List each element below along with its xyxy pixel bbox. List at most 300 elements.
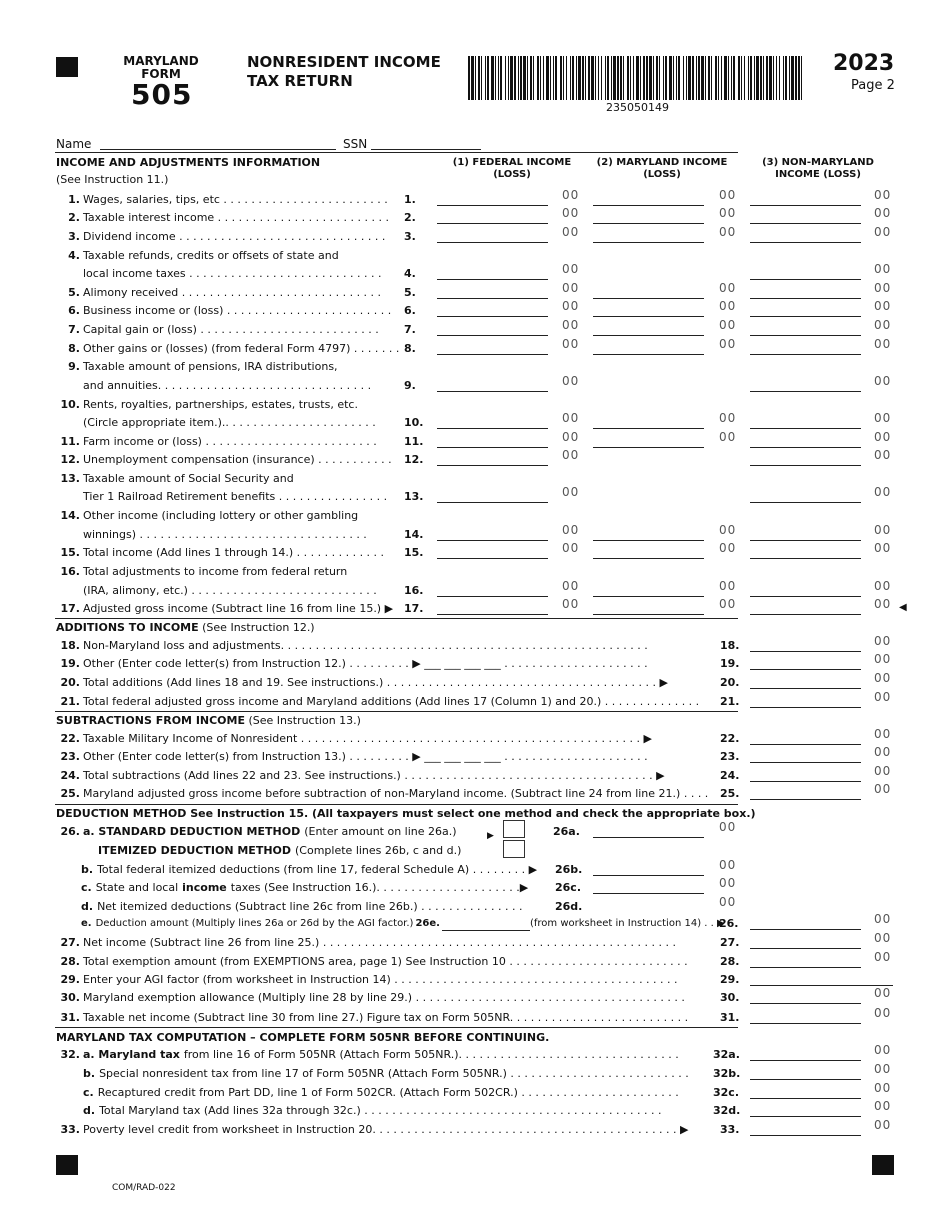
l20-col3-input[interactable] <box>750 674 861 689</box>
l2-number: 2. <box>68 211 80 224</box>
standard-deduction-checkbox[interactable] <box>503 820 525 838</box>
barcode-bar <box>698 56 700 100</box>
l2-col2-input[interactable] <box>593 209 704 224</box>
barcode-bar <box>656 56 658 100</box>
l8-col2-cents: 00 <box>719 337 737 351</box>
l2-text: Taxable interest income . . . . . . . . . . . . . . . . . . . . . . . . . <box>83 211 390 224</box>
form-title-line1: NONRESIDENT INCOME <box>247 53 441 71</box>
l26e-input[interactable] <box>442 920 530 931</box>
l5-label <box>56 286 381 300</box>
l22-text: Taxable Military Income of Nonresident . . . . . . . . . . . . . . . . . . . . . . . . . . . . . . . . . . . . . . . . . . . . . . . . . ▶ <box>83 732 652 745</box>
barcode-bar <box>540 56 541 100</box>
l9b-text: and annuities. . . . . . . . . . . . . . . . . . . . . . . . . . . . . . . <box>83 379 372 392</box>
l11-ref: 11. <box>404 435 424 448</box>
l26b-input[interactable] <box>593 861 704 876</box>
itemized-deduction-checkbox[interactable] <box>503 840 525 858</box>
barcode-bar <box>643 56 645 100</box>
l9a-text: Taxable amount of pensions, IRA distributions, <box>83 360 338 373</box>
l28-label <box>56 955 688 969</box>
barcode-bar <box>560 56 562 100</box>
barcode-bar <box>633 56 634 100</box>
l24-number: 24. <box>60 769 80 782</box>
barcode-bar <box>510 56 513 100</box>
l26c-text: State and local <box>95 881 179 894</box>
l32a-ref: 32a. <box>713 1048 740 1061</box>
barcode-bar <box>676 56 677 100</box>
l10b-col2-input[interactable] <box>593 414 704 429</box>
l11-col2-input[interactable] <box>593 433 704 448</box>
l9a-number: 9. <box>68 360 80 373</box>
l3-col2-input[interactable] <box>593 228 704 243</box>
col-non-maryland-header: (3) NON-MARYLAND INCOME (LOSS) <box>762 157 874 180</box>
l8-col1-input[interactable] <box>437 340 548 355</box>
l9b-ref: 9. <box>404 379 416 392</box>
l31-number: 31. <box>60 1011 80 1024</box>
l33-ref: 33. <box>720 1123 740 1136</box>
l17-col2-input[interactable] <box>593 600 704 615</box>
l13a-number: 13. <box>60 472 80 485</box>
l30-label <box>56 991 685 1005</box>
l28-ref: 28. <box>720 955 740 968</box>
l16b-col1-input[interactable] <box>437 582 548 597</box>
l32d-ref: 32d. <box>713 1104 741 1117</box>
l16b-col3-input[interactable] <box>750 582 861 597</box>
l4b-label <box>83 267 381 281</box>
barcode-bar <box>630 56 631 100</box>
l19-col3-cents: 00 <box>874 652 892 666</box>
l7-col1-cents: 00 <box>562 318 580 332</box>
l26a1-ref: 26a. <box>553 825 580 838</box>
l19-col3-input[interactable] <box>750 655 861 670</box>
l27-col3-input[interactable] <box>750 934 861 949</box>
l3-col3-cents: 00 <box>874 225 892 239</box>
l32a-bold: a. Maryland tax <box>83 1048 180 1061</box>
l33-col3-cents: 00 <box>874 1118 892 1132</box>
ssn-label: SSN <box>343 137 368 151</box>
l14b-col2-cents: 00 <box>719 523 737 537</box>
divider <box>55 804 738 805</box>
l15-col3-input[interactable] <box>750 544 861 559</box>
l26d-bold: d. <box>81 900 94 913</box>
l26c-bold2: income <box>182 881 227 894</box>
l9b-label <box>83 379 371 393</box>
l4b-col3-input[interactable] <box>750 265 861 280</box>
l3-col1-input[interactable] <box>437 228 548 243</box>
l26e-ref: 26. <box>719 917 739 930</box>
l26a-input[interactable] <box>593 823 704 838</box>
registration-mark-top-left <box>56 57 78 77</box>
l12-number: 12. <box>60 453 80 466</box>
barcode-bar <box>471 56 474 100</box>
l26a1-number: 26. <box>60 825 80 838</box>
l10a-text: Rents, royalties, partnerships, estates, trusts, etc. <box>83 398 358 411</box>
l29-factor-input[interactable] <box>750 971 893 986</box>
subtractions-sub: (See Instruction 13.) <box>248 714 361 727</box>
barcode-bar <box>527 56 528 100</box>
l33-col3-input[interactable] <box>750 1121 861 1136</box>
additions-section-title <box>56 621 315 634</box>
arrow-left-icon: ◀ <box>899 602 907 613</box>
barcode-bar <box>553 56 554 100</box>
l17-label <box>56 602 393 616</box>
divider <box>55 152 738 153</box>
l26b-label <box>81 863 537 877</box>
additions-sub: (See Instruction 12.) <box>202 621 315 634</box>
l13a-label <box>56 472 294 486</box>
l11-number: 11. <box>60 435 80 448</box>
l26c-input[interactable] <box>593 879 704 894</box>
l10b-col2-cents: 00 <box>719 411 737 425</box>
l6-col2-input[interactable] <box>593 302 704 317</box>
l8-col3-input[interactable] <box>750 340 861 355</box>
l3-text: Dividend income . . . . . . . . . . . . . . . . . . . . . . . . . . . . . . <box>83 230 386 243</box>
l24-col3-cents: 00 <box>874 764 892 778</box>
l6-col1-input[interactable] <box>437 302 548 317</box>
l1-col1-input[interactable] <box>437 191 548 206</box>
l26a1-label <box>56 825 457 839</box>
l32a-col3-cents: 00 <box>874 1043 892 1057</box>
l31-text: Taxable net income (Subtract line 30 from line 27.) Figure tax on Form 505NR. . . . . . . . . . . . . . . . . . . . . . . . . . <box>83 1011 689 1024</box>
l26e-label <box>81 917 725 931</box>
l14a-label <box>56 509 358 523</box>
l26d-label <box>81 900 523 914</box>
l20-text: Total additions (Add lines 18 and 19. See instructions.) . . . . . . . . . . . . . . . . . . . . . . . . . . . . . . . . . . . . . . . ▶ <box>83 676 668 689</box>
barcode-bar <box>663 56 664 100</box>
barcode-bar <box>795 56 797 100</box>
barcode-bar <box>715 56 717 100</box>
l12-col1-input[interactable] <box>437 451 548 466</box>
l32c-col3-cents: 00 <box>874 1081 892 1095</box>
barcode-bar <box>733 56 735 100</box>
barcode-bar <box>620 56 622 100</box>
l14b-text: winnings) . . . . . . . . . . . . . . . . . . . . . . . . . . . . . . . . . <box>83 528 367 541</box>
l1-ref: 1. <box>404 193 416 206</box>
barcode-number: 235050149 <box>606 101 669 114</box>
l1-col3-input[interactable] <box>750 191 861 206</box>
l17-col3-cents: 00 <box>874 597 892 611</box>
l12-col1-cents: 00 <box>562 448 580 462</box>
l14b-col1-cents: 00 <box>562 523 580 537</box>
l16b-label <box>83 584 377 598</box>
l12-text: Unemployment compensation (insurance) . . . . . . . . . . . <box>83 453 392 466</box>
barcode-bar <box>789 56 790 100</box>
l3-col1-cents: 00 <box>562 225 580 239</box>
l32c-text: Recaptured credit from Part DD, line 1 of Form 502CR. (Attach Form 502CR.) . . . . . . . . . . . . . . . . . . . . . . . <box>97 1086 679 1099</box>
barcode-bar <box>728 56 729 100</box>
l4b-col1-cents: 00 <box>562 262 580 276</box>
barcode-bar <box>508 56 509 100</box>
l6-col2-cents: 00 <box>719 299 737 313</box>
l26e-col3-cents: 00 <box>874 912 892 926</box>
l25-col3-input[interactable] <box>750 785 861 800</box>
barcode-bar <box>708 56 710 100</box>
l14b-col2-input[interactable] <box>593 526 704 541</box>
l20-number: 20. <box>60 676 80 689</box>
l1-label <box>56 193 388 207</box>
l27-text: Net income (Subtract line 26 from line 25.) . . . . . . . . . . . . . . . . . . . . . . . . . . . . . . . . . . . . . . . . . . . . . . . . . . . <box>83 936 676 949</box>
l3-col3-input[interactable] <box>750 228 861 243</box>
l17-col2-cents: 00 <box>719 597 737 611</box>
l17-col3-input[interactable] <box>750 600 861 615</box>
l10b-label <box>83 416 376 430</box>
barcode-bar <box>475 56 476 100</box>
l8-col2-input[interactable] <box>593 340 704 355</box>
barcode-bar <box>750 56 752 100</box>
l1-text: Wages, salaries, tips, etc . . . . . . . . . . . . . . . . . . . . . . . . <box>83 193 388 206</box>
page-number: Page 2 <box>851 78 895 93</box>
l20-ref: 20. <box>720 676 740 689</box>
l25-col3-cents: 00 <box>874 782 892 796</box>
l14b-label <box>83 528 367 542</box>
income-section-sub: (See Instruction 11.) <box>56 173 169 186</box>
l30-col3-cents: 00 <box>874 986 892 1000</box>
l7-col3-cents: 00 <box>874 318 892 332</box>
barcode-bar <box>653 56 654 100</box>
l23-number: 23. <box>60 750 80 763</box>
l16a-text: Total adjustments to income from federal return <box>83 565 348 578</box>
l23-col3-input[interactable] <box>750 748 861 763</box>
barcode-bar <box>763 56 764 100</box>
l8-label <box>56 342 399 356</box>
l32b-col3-input[interactable] <box>750 1065 861 1080</box>
l18-text: Non-Maryland loss and adjustments. . . . . . . . . . . . . . . . . . . . . . . . . . . . . . . . . . . . . . . . . . . . . . . . . . . . . <box>83 639 648 652</box>
l27-ref: 27. <box>720 936 740 949</box>
l21-col3-input[interactable] <box>750 693 861 708</box>
barcode-bar <box>696 56 697 100</box>
l25-ref: 25. <box>720 787 740 800</box>
l5-col1-input[interactable] <box>437 284 548 299</box>
l11-col3-input[interactable] <box>750 433 861 448</box>
l5-col2-input[interactable] <box>593 284 704 299</box>
l4a-text: Taxable refunds, credits or offsets of state and <box>83 249 339 262</box>
l18-number: 18. <box>60 639 80 652</box>
barcode-bar <box>669 56 672 100</box>
l7-col1-input[interactable] <box>437 321 548 336</box>
barcode-bar <box>785 56 787 100</box>
l2-label <box>56 211 389 225</box>
barcode-bar <box>613 56 616 100</box>
l20-label <box>56 676 668 690</box>
l19-text: Other (Enter code letter(s) from Instruction 12.) . . . . . . . . . ▶ ___ ___ ___ ___ . . . . . . . . . . . . . . . . . . . . . <box>83 657 648 670</box>
l3-number: 3. <box>68 230 80 243</box>
l27-col3-cents: 00 <box>874 931 892 945</box>
l22-col3-input[interactable] <box>750 730 861 745</box>
l15-col1-input[interactable] <box>437 544 548 559</box>
l26d-cents: 00 <box>719 895 737 909</box>
l27-label <box>56 936 676 950</box>
barcode-bar <box>523 56 526 100</box>
l3-label <box>56 230 385 244</box>
barcode-bar <box>550 56 551 100</box>
l24-ref: 24. <box>720 769 740 782</box>
l24-text: Total subtractions (Add lines 22 and 23. See instructions.) . . . . . . . . . . . . . . . . . . . . . . . . . . . . . . . . . . . . ▶ <box>83 769 665 782</box>
l32d-label <box>83 1104 661 1118</box>
barcode-bar <box>686 56 687 100</box>
l6-col3-cents: 00 <box>874 299 892 313</box>
barcode-bar <box>783 56 784 100</box>
l30-number: 30. <box>60 991 80 1004</box>
l4b-col3-cents: 00 <box>874 262 892 276</box>
l10a-number: 10. <box>60 398 80 411</box>
l1-col2-cents: 00 <box>719 188 737 202</box>
l31-col3-input[interactable] <box>750 1009 861 1024</box>
barcode-bar <box>617 56 619 100</box>
l7-col3-input[interactable] <box>750 321 861 336</box>
l11-col1-cents: 00 <box>562 430 580 444</box>
l5-number: 5. <box>68 286 80 299</box>
l8-ref: 8. <box>404 342 416 355</box>
l31-label <box>56 1011 688 1025</box>
l32d-col3-input[interactable] <box>750 1102 861 1117</box>
barcode-bar <box>798 56 800 100</box>
ssn-input[interactable] <box>371 135 481 150</box>
l32a-number: 32. <box>60 1048 80 1061</box>
l2-col3-input[interactable] <box>750 209 861 224</box>
l12-label <box>56 453 392 467</box>
l26c-text2: taxes (See Instruction 16.). . . . . . . . . . . . . . . . . . . . .▶ <box>230 881 529 894</box>
barcode-bar <box>766 56 768 100</box>
barcode-bar <box>611 56 612 100</box>
barcode-bar <box>744 56 745 100</box>
l16b-text: (IRA, alimony, etc.) . . . . . . . . . . . . . . . . . . . . . . . . . . . <box>83 584 377 597</box>
barcode-bar <box>760 56 762 100</box>
registration-mark-bottom-left <box>56 1155 78 1175</box>
l26e-col3-input[interactable] <box>750 915 861 930</box>
l22-number: 22. <box>60 732 80 745</box>
barcode-bar <box>537 56 539 100</box>
barcode-bar <box>718 56 719 100</box>
barcode-bar <box>555 56 557 100</box>
l12-col3-input[interactable] <box>750 451 861 466</box>
l29-label <box>56 973 678 987</box>
l16b-ref: 16. <box>404 584 424 597</box>
l14b-col3-input[interactable] <box>750 526 861 541</box>
l27-number: 27. <box>60 936 80 949</box>
l9b-col1-cents: 00 <box>562 374 580 388</box>
l14a-text: Other income (including lottery or other gambling <box>83 509 359 522</box>
l2-col1-input[interactable] <box>437 209 548 224</box>
l26a-cents: 00 <box>719 820 737 834</box>
barcode-bar <box>585 56 586 100</box>
l1-number: 1. <box>68 193 80 206</box>
l1-col1-cents: 00 <box>562 188 580 202</box>
barcode-bar <box>530 56 532 100</box>
l23-ref: 23. <box>720 750 740 763</box>
l4b-col1-input[interactable] <box>437 265 548 280</box>
l32d-text: Total Maryland tax (Add lines 32a through 32c.) . . . . . . . . . . . . . . . . . . . . . . . . . . . . . . . . . . . . . . . . . . . <box>99 1104 662 1117</box>
l17-text: Adjusted gross income (Subtract line 16 from line 15.) ▶ <box>83 602 394 615</box>
form-word: FORM <box>141 67 181 81</box>
l18-ref: 18. <box>720 639 740 652</box>
l13b-text: Tier 1 Railroad Retirement benefits . . . . . . . . . . . . . . . . <box>83 490 388 503</box>
l14b-col3-cents: 00 <box>874 523 892 537</box>
l33-number: 33. <box>60 1123 80 1136</box>
l2-col3-cents: 00 <box>874 206 892 220</box>
l16b-col2-input[interactable] <box>593 582 704 597</box>
l32b-label <box>83 1067 689 1081</box>
barcode-bar <box>543 56 544 100</box>
l18-col3-input[interactable] <box>750 637 861 652</box>
l28-col3-input[interactable] <box>750 953 861 968</box>
l2-col1-cents: 00 <box>562 206 580 220</box>
barcode-bar <box>546 56 549 100</box>
l19-label <box>56 657 648 671</box>
l5-col3-input[interactable] <box>750 284 861 299</box>
barcode-bar <box>724 56 727 100</box>
l18-label <box>56 639 648 653</box>
l26a1-bold: a. STANDARD DEDUCTION METHOD <box>83 825 301 838</box>
l10a-label <box>56 398 358 412</box>
l23-label <box>56 750 648 764</box>
l1-col3-cents: 00 <box>874 188 892 202</box>
l1-col2-input[interactable] <box>593 191 704 206</box>
l7-col2-cents: 00 <box>719 318 737 332</box>
registration-mark-bottom-right <box>872 1155 894 1175</box>
l9b-col3-input[interactable] <box>750 377 861 392</box>
l10b-col1-input[interactable] <box>437 414 548 429</box>
l30-col3-input[interactable] <box>750 989 861 1004</box>
l8-col1-cents: 00 <box>562 337 580 351</box>
barcode-bar <box>514 56 516 100</box>
l2-col2-cents: 00 <box>719 206 737 220</box>
l13b-col3-input[interactable] <box>750 488 861 503</box>
l9b-col1-input[interactable] <box>437 377 548 392</box>
barcode-bar <box>533 56 534 100</box>
barcode-bar <box>692 56 694 100</box>
l14b-col1-input[interactable] <box>437 526 548 541</box>
subtractions-section-title <box>56 714 361 727</box>
l11-label <box>56 435 377 449</box>
barcode-bar <box>776 56 777 100</box>
l25-text: Maryland adjusted gross income before subtraction of non-Maryland income. (Subtract line 24 from line 21.) . . . . <box>83 787 709 800</box>
l30-ref: 30. <box>720 991 740 1004</box>
l11-col1-input[interactable] <box>437 433 548 448</box>
l21-col3-cents: 00 <box>874 690 892 704</box>
l10b-col3-input[interactable] <box>750 414 861 429</box>
l6-col3-input[interactable] <box>750 302 861 317</box>
l31-col3-cents: 00 <box>874 1006 892 1020</box>
l32c-col3-input[interactable] <box>750 1084 861 1099</box>
l8-number: 8. <box>68 342 80 355</box>
l9a-label <box>56 360 338 374</box>
l7-col2-input[interactable] <box>593 321 704 336</box>
l32a-col3-input[interactable] <box>750 1046 861 1061</box>
l3-col2-cents: 00 <box>719 225 737 239</box>
l26b-bold: b. <box>81 863 94 876</box>
barcode-bar <box>673 56 674 100</box>
l13b-col1-input[interactable] <box>437 488 548 503</box>
l16a-label <box>56 565 347 579</box>
barcode-bar <box>731 56 732 100</box>
barcode-bar <box>754 56 755 100</box>
name-input[interactable] <box>100 135 336 150</box>
col-maryland-header: (2) MARYLAND INCOME (LOSS) <box>596 157 728 180</box>
tax-year: 2023 <box>833 51 895 76</box>
barcode-bar <box>705 56 706 100</box>
l6-number: 6. <box>68 304 80 317</box>
l33-label <box>56 1123 689 1137</box>
l26e-text: Deduction amount (Multiply lines 26a or 26d by the AGI factor.) <box>95 918 414 929</box>
barcode-bar <box>520 56 522 100</box>
l24-col3-input[interactable] <box>750 767 861 782</box>
l26c-label <box>81 881 528 895</box>
l19-ref: 19. <box>720 657 740 670</box>
l26d-text: Net itemized deductions (Subtract line 26c from line 26b.) . . . . . . . . . . . . . . . <box>97 900 523 913</box>
l26e-text2: (from worksheet in Instruction 14) . . ▶ <box>529 918 725 929</box>
barcode-bar <box>801 56 802 100</box>
l15-col2-input[interactable] <box>593 544 704 559</box>
l17-col1-input[interactable] <box>437 600 548 615</box>
